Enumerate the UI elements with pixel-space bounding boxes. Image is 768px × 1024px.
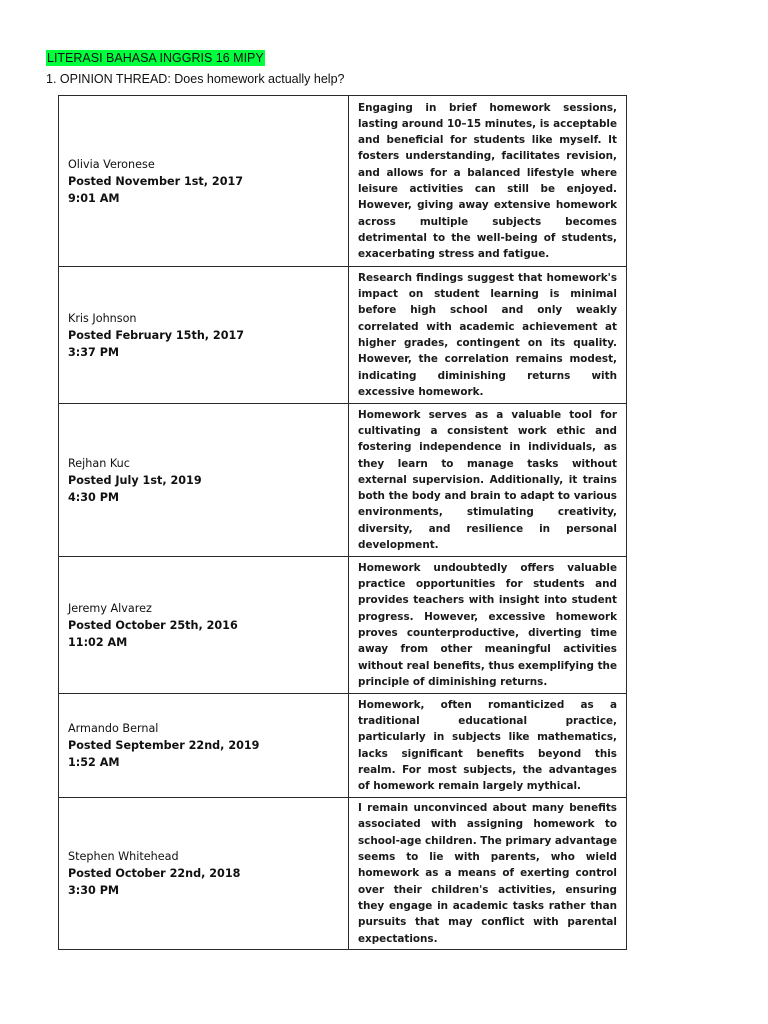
post-text: I remain unconvinced about many benefits associated with assigning homework to school-age children. The primary advantage seems to lie with parents, who wield homework as a means of exerting control over their children's activities, ensuring they engage in academic tasks rather than pursuits that may conflict with parental expectations. <box>358 802 617 945</box>
post-date: Posted October 22nd, 2018 <box>68 867 241 880</box>
post-time: 3:30 PM <box>68 884 120 897</box>
post-author-name: Jeremy Alvarez <box>68 601 152 615</box>
table-row <box>59 798 627 950</box>
post-author-name: Stephen Whitehead <box>68 850 179 863</box>
table-row <box>59 96 627 267</box>
post-author-cell <box>59 694 349 798</box>
document-header-tag: LITERASI BAHASA INGGRIS 16 MIPY <box>47 51 264 65</box>
post-author-cell <box>59 96 349 267</box>
post-author-cell <box>59 267 349 404</box>
post-time: 3:37 PM <box>68 345 120 359</box>
opinion-thread-table <box>58 95 627 950</box>
post-date: Posted February 15th, 2017 <box>68 328 245 342</box>
post-text: Homework undoubtedly offers valuable practice opportunities for students and provides teachers with insight into student progress. However, excessive homework proves counterproductive, diverting time away from other meaningful activities without real benefits, thus exemplifying the principle of diminishing returns. <box>358 561 617 688</box>
post-time: 11:02 AM <box>68 635 128 649</box>
table-row <box>59 267 627 404</box>
table-row <box>59 557 627 694</box>
post-text: Engaging in brief homework sessions, lasting around 10–15 minutes, is acceptable and beneficial for students like myself. It fosters understanding, facilitates revision, and allows for a balanced lifestyle where leisure activities can still be enjoyed. However, giving away extensive homework across multiple subjects becomes detrimental to the well-being of students, exacerbating stress and fatigue. <box>358 101 617 261</box>
post-time: 9:01 AM <box>68 191 120 205</box>
post-author-name: Rejhan Kuc <box>68 456 130 470</box>
table-row <box>59 694 627 798</box>
post-content-cell <box>349 267 627 404</box>
post-author-cell <box>59 404 349 557</box>
post-author-name: Olivia Veronese <box>68 157 155 171</box>
post-content-cell <box>349 694 627 798</box>
post-author-cell <box>59 557 349 694</box>
post-text: Homework, often romanticized as a traditional educational practice, particularly in subjects like mathematics, lacks significant benefits beyond this realm. For most subjects, the advantages of homework remain largely mythical. <box>358 698 617 793</box>
post-text: Homework serves as a valuable tool for cultivating a consistent work ethic and fostering independence in individuals, as they learn to manage tasks without external supervision. Additionally, it trains both the body and brain to adapt to various environments, stimulating creativity, diversity, and resilience in personal development. <box>358 408 617 552</box>
post-date: Posted November 1st, 2017 <box>68 174 244 188</box>
post-time: 1:52 AM <box>68 756 120 769</box>
thread-title: 1. OPINION THREAD: Does homework actually help? <box>46 72 345 86</box>
post-time: 4:30 PM <box>68 490 120 504</box>
post-date: Posted September 22nd, 2019 <box>68 739 260 752</box>
post-content-cell <box>349 557 627 694</box>
table-row <box>59 404 627 557</box>
post-text: Research findings suggest that homework's impact on student learning is minimal before high school and only weakly correlated with academic achievement at higher grades, contingent on its quality. However, the correlation remains modest, indicating diminishing returns with excessive homework. <box>358 271 617 398</box>
post-content-cell <box>349 798 627 950</box>
post-date: Posted October 25th, 2016 <box>68 618 238 632</box>
post-content-cell <box>349 96 627 267</box>
post-author-name: Armando Bernal <box>68 722 159 735</box>
post-author-name: Kris Johnson <box>68 311 137 325</box>
post-author-cell <box>59 798 349 950</box>
post-date: Posted July 1st, 2019 <box>68 473 202 487</box>
post-content-cell <box>349 404 627 557</box>
